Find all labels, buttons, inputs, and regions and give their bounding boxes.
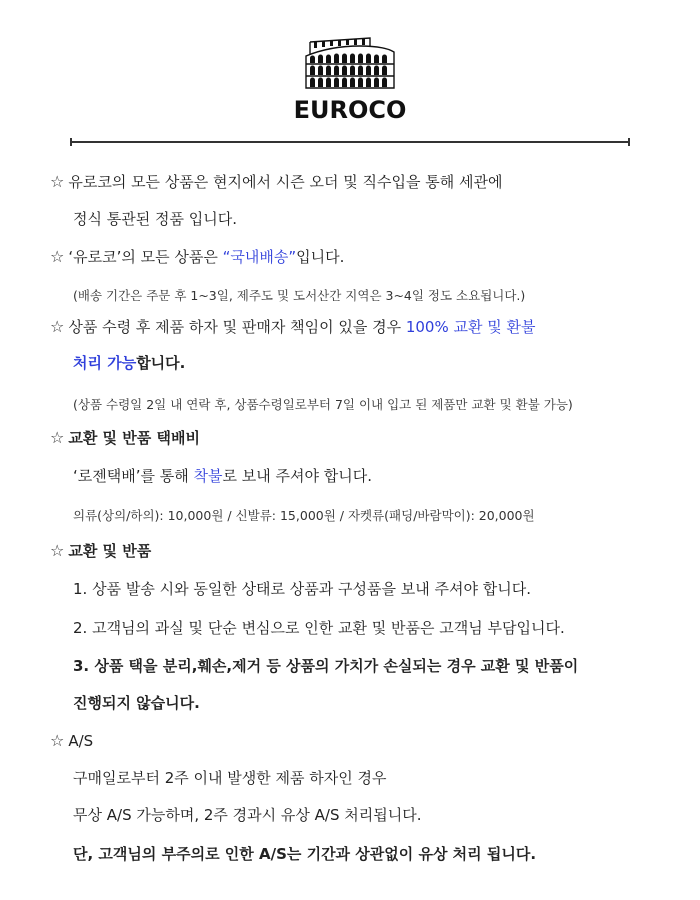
sec2-text-b: 입니다. bbox=[296, 248, 345, 266]
sec5-item2: 2. 고객님의 과실 및 단순 변심으로 인한 교환 및 반품은 고객님 부담입니다. bbox=[73, 619, 565, 637]
star-icon: ☆ bbox=[50, 317, 65, 336]
star-icon: ☆ bbox=[50, 247, 65, 266]
sec5-title-text: 교환 및 반품 bbox=[68, 542, 152, 560]
brand-logo bbox=[0, 34, 700, 124]
sec4-fees: 의류(상의/하의): 10,000원 / 신발류: 15,000원 / 자켓류(패딩/바람막이): 20,000원 bbox=[73, 508, 535, 523]
sec3-highlight1: 100% 교환 및 환불 bbox=[405, 318, 536, 336]
sec6-line3: 단, 고객님의 부주의로 인한 A/S는 기간과 상관없이 유상 처리 됩니다. bbox=[73, 845, 537, 863]
sec6-title bbox=[50, 731, 93, 750]
sec4-title-text: 교환 및 반품 택배비 bbox=[68, 429, 200, 447]
sec4-text-b: 로 보내 주셔야 합니다. bbox=[222, 467, 372, 485]
sec6-line2: 무상 A/S 가능하며, 2주 경과시 유상 A/S 처리됩니다. bbox=[73, 806, 422, 824]
sec1-text1: 유로코의 모든 상품은 현지에서 시즌 오더 및 직수입을 통해 세관에 bbox=[68, 173, 503, 191]
sec4-highlight: 착불 bbox=[193, 467, 223, 485]
sec6-title-text: A/S bbox=[68, 732, 94, 750]
sec5-title bbox=[50, 540, 151, 561]
sec4-title bbox=[50, 427, 200, 448]
star-icon: ☆ bbox=[50, 172, 65, 191]
star-icon: ☆ bbox=[50, 731, 65, 750]
sec3-line2 bbox=[73, 352, 185, 373]
sec2-highlight: “국내배송” bbox=[222, 248, 297, 266]
sec1-line2: 정식 통관된 정품 입니다. bbox=[73, 210, 237, 228]
sec2-line1 bbox=[50, 246, 344, 267]
sec4-text-a: ‘로젠택배’를 통해 bbox=[73, 467, 194, 485]
sec5-item3b: 진행되지 않습니다. bbox=[73, 694, 200, 712]
colosseum-icon bbox=[300, 34, 400, 90]
sec5-item3a: 3. 상품 택을 분리,훼손,제거 등 상품의 가치가 손실되는 경우 교환 및 반품이 bbox=[73, 657, 579, 675]
sec6-line1: 구매일로부터 2주 이내 발생한 제품 하자인 경우 bbox=[73, 769, 387, 787]
star-icon: ☆ bbox=[50, 541, 65, 560]
sec5-item1: 1. 상품 발송 시와 동일한 상태로 상품과 구성품을 보내 주셔야 합니다. bbox=[73, 580, 531, 598]
sec3-text-a: 상품 수령 후 제품 하자 및 판매자 책임이 있을 경우 bbox=[68, 318, 406, 336]
sec2-text-a: ‘유로코’의 모든 상품은 bbox=[68, 248, 223, 266]
sec1-line1 bbox=[50, 171, 503, 192]
sec4-line1 bbox=[73, 465, 372, 486]
sec3-note: (상품 수령일 2일 내 연락 후, 상품수령일로부터 7일 이내 입고 된 제품만 교환 및 환불 가능) bbox=[73, 397, 573, 412]
sec3-highlight2: 처리 가능 bbox=[73, 354, 137, 372]
sec3-text-b: 합니다. bbox=[136, 354, 186, 372]
sec3-line1 bbox=[50, 316, 535, 337]
header-divider bbox=[70, 141, 630, 143]
brand-name: EUROCO bbox=[293, 96, 407, 124]
star-icon: ☆ bbox=[50, 428, 65, 447]
sec2-note: (배송 기간은 주문 후 1~3일, 제주도 및 도서산간 지역은 3~4일 정도 소요됩니다.) bbox=[73, 288, 526, 303]
